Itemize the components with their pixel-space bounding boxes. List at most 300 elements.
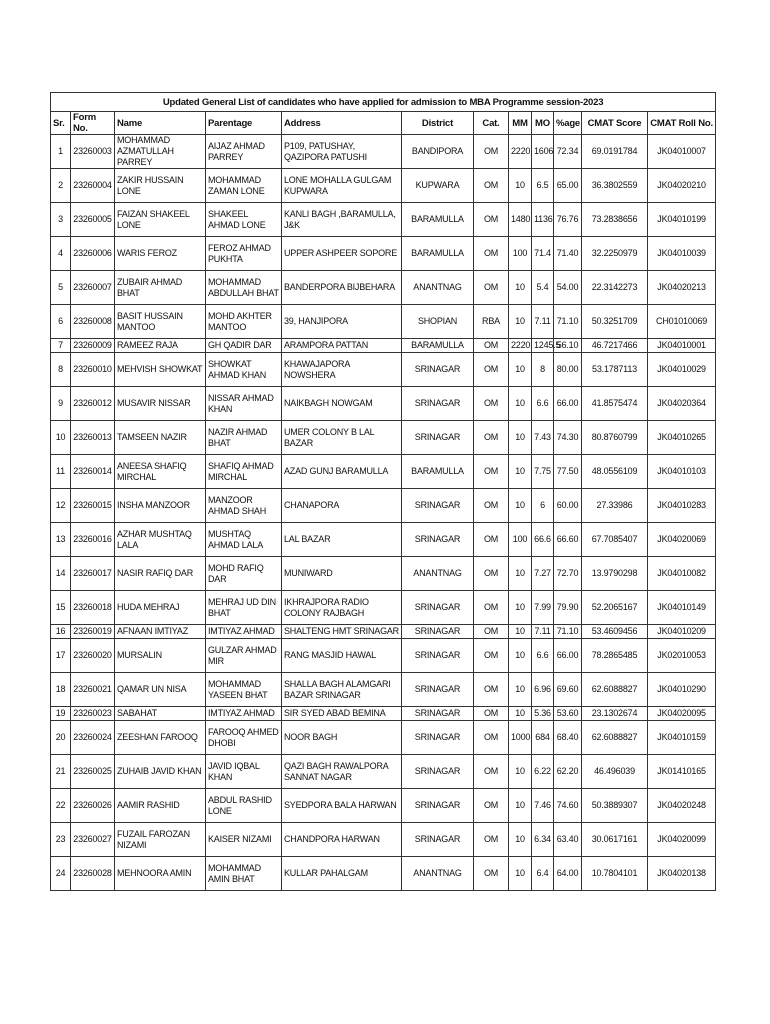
max-marks-cell: 100 bbox=[509, 523, 532, 557]
district-cell: BARAMULLA bbox=[402, 237, 474, 271]
table-row bbox=[51, 857, 716, 891]
form-no-cell: 23260027 bbox=[71, 823, 115, 857]
address-cell: KANLI BAGH ,BARAMULLA, J&K bbox=[282, 203, 402, 237]
address-cell: CHANDPORA HARWAN bbox=[282, 823, 402, 857]
district-cell: BARAMULLA bbox=[402, 455, 474, 489]
max-marks-cell: 10 bbox=[509, 557, 532, 591]
marks-obtained-cell: 7.75 bbox=[532, 455, 554, 489]
max-marks-cell: 10 bbox=[509, 755, 532, 789]
max-marks-cell: 10 bbox=[509, 625, 532, 639]
cmat-roll-cell: JK04020364 bbox=[648, 387, 716, 421]
cmat-score-cell: 46.7217466 bbox=[582, 339, 648, 353]
name-cell: BASIT HUSSAIN MANTOO bbox=[115, 305, 206, 339]
marks-obtained-cell: 7.11 bbox=[532, 625, 554, 639]
table-row bbox=[51, 339, 716, 353]
sr-cell: 3 bbox=[51, 203, 71, 237]
col-header-cat: Cat. bbox=[474, 112, 509, 135]
col-header-pct: %age bbox=[554, 112, 582, 135]
name-cell: AFNAAN IMTIYAZ bbox=[115, 625, 206, 639]
percentage-cell: 72.34 bbox=[554, 135, 582, 169]
table-row bbox=[51, 707, 716, 721]
category-cell: OM bbox=[474, 557, 509, 591]
form-no-cell: 23260020 bbox=[71, 639, 115, 673]
parentage-cell: MOHAMMAD AMIN BHAT bbox=[206, 857, 282, 891]
parentage-cell: MOHD AKHTER MANTOO bbox=[206, 305, 282, 339]
col-header-form: Form No. bbox=[71, 112, 115, 135]
category-cell: OM bbox=[474, 455, 509, 489]
marks-obtained-cell: 6.22 bbox=[532, 755, 554, 789]
category-cell: OM bbox=[474, 823, 509, 857]
category-cell: OM bbox=[474, 591, 509, 625]
cmat-score-cell: 13.9790298 bbox=[582, 557, 648, 591]
percentage-cell: 80.00 bbox=[554, 353, 582, 387]
category-cell: OM bbox=[474, 755, 509, 789]
district-cell: SRINAGAR bbox=[402, 421, 474, 455]
address-cell: SIR SYED ABAD BEMINA bbox=[282, 707, 402, 721]
max-marks-cell: 10 bbox=[509, 591, 532, 625]
max-marks-cell: 10 bbox=[509, 857, 532, 891]
form-no-cell: 23260025 bbox=[71, 755, 115, 789]
cmat-roll-cell: JK01410165 bbox=[648, 755, 716, 789]
table-row bbox=[51, 789, 716, 823]
parentage-cell: FAROOQ AHMED DHOBI bbox=[206, 721, 282, 755]
cmat-roll-cell: JK04020213 bbox=[648, 271, 716, 305]
address-cell: ARAMPORA PATTAN bbox=[282, 339, 402, 353]
cmat-roll-cell: CH01010069 bbox=[648, 305, 716, 339]
form-no-cell: 23260003 bbox=[71, 135, 115, 169]
parentage-cell: SHAFIQ AHMAD MIRCHAL bbox=[206, 455, 282, 489]
percentage-cell: 77.50 bbox=[554, 455, 582, 489]
cmat-roll-cell: JK04010199 bbox=[648, 203, 716, 237]
max-marks-cell: 10 bbox=[509, 305, 532, 339]
marks-obtained-cell: 7.27 bbox=[532, 557, 554, 591]
form-no-cell: 23260026 bbox=[71, 789, 115, 823]
percentage-cell: 62.20 bbox=[554, 755, 582, 789]
address-cell: SHALTENG HMT SRINAGAR bbox=[282, 625, 402, 639]
parentage-cell: ABDUL RASHID LONE bbox=[206, 789, 282, 823]
parentage-cell: AIJAZ AHMAD PARREY bbox=[206, 135, 282, 169]
address-cell: KULLAR PAHALGAM bbox=[282, 857, 402, 891]
address-cell: P109, PATUSHAY, QAZIPORA PATUSHI bbox=[282, 135, 402, 169]
max-marks-cell: 10 bbox=[509, 639, 532, 673]
marks-obtained-cell: 71.4 bbox=[532, 237, 554, 271]
candidate-list-sheet bbox=[50, 92, 715, 891]
max-marks-cell: 10 bbox=[509, 823, 532, 857]
cmat-roll-cell: JK04010149 bbox=[648, 591, 716, 625]
district-cell: SRINAGAR bbox=[402, 673, 474, 707]
name-cell: FUZAIL FAROZAN NIZAMI bbox=[115, 823, 206, 857]
district-cell: ANANTNAG bbox=[402, 857, 474, 891]
cmat-score-cell: 48.0556109 bbox=[582, 455, 648, 489]
sr-cell: 18 bbox=[51, 673, 71, 707]
name-cell: ZUHAIB JAVID KHAN bbox=[115, 755, 206, 789]
cmat-score-cell: 78.2865485 bbox=[582, 639, 648, 673]
cmat-roll-cell: JK04020099 bbox=[648, 823, 716, 857]
table-row bbox=[51, 591, 716, 625]
district-cell: SRINAGAR bbox=[402, 591, 474, 625]
form-no-cell: 23260005 bbox=[71, 203, 115, 237]
table-header-row bbox=[51, 112, 716, 135]
marks-obtained-cell: 1245.5 bbox=[532, 339, 554, 353]
cmat-score-cell: 50.3889307 bbox=[582, 789, 648, 823]
sr-cell: 2 bbox=[51, 169, 71, 203]
sr-cell: 14 bbox=[51, 557, 71, 591]
sr-cell: 23 bbox=[51, 823, 71, 857]
category-cell: OM bbox=[474, 135, 509, 169]
cmat-roll-cell: JK04020138 bbox=[648, 857, 716, 891]
col-header-sr: Sr. bbox=[51, 112, 71, 135]
marks-obtained-cell: 6.4 bbox=[532, 857, 554, 891]
district-cell: SRINAGAR bbox=[402, 789, 474, 823]
marks-obtained-cell: 6.6 bbox=[532, 639, 554, 673]
marks-obtained-cell: 7.11 bbox=[532, 305, 554, 339]
col-header-mo: MO bbox=[532, 112, 554, 135]
col-header-cmat-score: CMAT Score bbox=[582, 112, 648, 135]
category-cell: OM bbox=[474, 387, 509, 421]
parentage-cell: NAZIR AHMAD BHAT bbox=[206, 421, 282, 455]
cmat-score-cell: 80.8760799 bbox=[582, 421, 648, 455]
percentage-cell: 71.40 bbox=[554, 237, 582, 271]
cmat-roll-cell: JK04010209 bbox=[648, 625, 716, 639]
address-cell: IKHRAJPORA RADIO COLONY RAJBAGH bbox=[282, 591, 402, 625]
marks-obtained-cell: 5.36 bbox=[532, 707, 554, 721]
form-no-cell: 23260006 bbox=[71, 237, 115, 271]
table-row bbox=[51, 271, 716, 305]
cmat-roll-cell: JK04020248 bbox=[648, 789, 716, 823]
percentage-cell: 60.00 bbox=[554, 489, 582, 523]
table-row bbox=[51, 387, 716, 421]
district-cell: SRINAGAR bbox=[402, 823, 474, 857]
sr-cell: 5 bbox=[51, 271, 71, 305]
marks-obtained-cell: 7.99 bbox=[532, 591, 554, 625]
cmat-roll-cell: JK04010103 bbox=[648, 455, 716, 489]
cmat-score-cell: 52.2065167 bbox=[582, 591, 648, 625]
sr-cell: 20 bbox=[51, 721, 71, 755]
table-row bbox=[51, 625, 716, 639]
district-cell: ANANTNAG bbox=[402, 271, 474, 305]
name-cell: AZHAR MUSHTAQ LALA bbox=[115, 523, 206, 557]
sr-cell: 11 bbox=[51, 455, 71, 489]
cmat-score-cell: 30.0617161 bbox=[582, 823, 648, 857]
form-no-cell: 23260014 bbox=[71, 455, 115, 489]
cmat-roll-cell: JK02010053 bbox=[648, 639, 716, 673]
district-cell: BARAMULLA bbox=[402, 203, 474, 237]
table-row bbox=[51, 557, 716, 591]
cmat-score-cell: 41.8575474 bbox=[582, 387, 648, 421]
name-cell: SABAHAT bbox=[115, 707, 206, 721]
district-cell: SRINAGAR bbox=[402, 639, 474, 673]
table-row bbox=[51, 823, 716, 857]
sr-cell: 19 bbox=[51, 707, 71, 721]
max-marks-cell: 10 bbox=[509, 387, 532, 421]
cmat-roll-cell: JK04010029 bbox=[648, 353, 716, 387]
table-row bbox=[51, 353, 716, 387]
sr-cell: 4 bbox=[51, 237, 71, 271]
name-cell: AAMIR RASHID bbox=[115, 789, 206, 823]
cmat-roll-cell: JK04010082 bbox=[648, 557, 716, 591]
parentage-cell: MOHAMMAD ABDULLAH BHAT bbox=[206, 271, 282, 305]
max-marks-cell: 2220 bbox=[509, 135, 532, 169]
form-no-cell: 23260012 bbox=[71, 387, 115, 421]
address-cell: UPPER ASHPEER SOPORE bbox=[282, 237, 402, 271]
cmat-roll-cell: JK04010290 bbox=[648, 673, 716, 707]
col-header-name: Name bbox=[115, 112, 206, 135]
marks-obtained-cell: 5.4 bbox=[532, 271, 554, 305]
address-cell: 39, HANJIPORA bbox=[282, 305, 402, 339]
parentage-cell: KAISER NIZAMI bbox=[206, 823, 282, 857]
parentage-cell: SHOWKAT AHMAD KHAN bbox=[206, 353, 282, 387]
parentage-cell: MANZOOR AHMAD SHAH bbox=[206, 489, 282, 523]
cmat-roll-cell: JK04010283 bbox=[648, 489, 716, 523]
table-row bbox=[51, 455, 716, 489]
marks-obtained-cell: 6.96 bbox=[532, 673, 554, 707]
name-cell: QAMAR UN NISA bbox=[115, 673, 206, 707]
address-cell: MUNIWARD bbox=[282, 557, 402, 591]
form-no-cell: 23260021 bbox=[71, 673, 115, 707]
marks-obtained-cell: 6.5 bbox=[532, 169, 554, 203]
percentage-cell: 71.10 bbox=[554, 625, 582, 639]
name-cell: NASIR RAFIQ DAR bbox=[115, 557, 206, 591]
percentage-cell: 68.40 bbox=[554, 721, 582, 755]
name-cell: ZAKIR HUSSAIN LONE bbox=[115, 169, 206, 203]
sr-cell: 9 bbox=[51, 387, 71, 421]
sr-cell: 10 bbox=[51, 421, 71, 455]
marks-obtained-cell: 1136 bbox=[532, 203, 554, 237]
marks-obtained-cell: 6 bbox=[532, 489, 554, 523]
percentage-cell: 72.70 bbox=[554, 557, 582, 591]
max-marks-cell: 1480 bbox=[509, 203, 532, 237]
parentage-cell: MOHAMMAD ZAMAN LONE bbox=[206, 169, 282, 203]
category-cell: OM bbox=[474, 857, 509, 891]
name-cell: WARIS FEROZ bbox=[115, 237, 206, 271]
parentage-cell: SHAKEEL AHMAD LONE bbox=[206, 203, 282, 237]
table-row bbox=[51, 523, 716, 557]
address-cell: UMER COLONY B LAL BAZAR bbox=[282, 421, 402, 455]
percentage-cell: 54.00 bbox=[554, 271, 582, 305]
parentage-cell: MEHRAJ UD DIN BHAT bbox=[206, 591, 282, 625]
address-cell: QAZI BAGH RAWALPORA SANNAT NAGAR bbox=[282, 755, 402, 789]
table-row bbox=[51, 673, 716, 707]
form-no-cell: 23260008 bbox=[71, 305, 115, 339]
form-no-cell: 23260017 bbox=[71, 557, 115, 591]
cmat-score-cell: 23.1302674 bbox=[582, 707, 648, 721]
col-header-district: District bbox=[402, 112, 474, 135]
marks-obtained-cell: 66.6 bbox=[532, 523, 554, 557]
district-cell: SRINAGAR bbox=[402, 707, 474, 721]
marks-obtained-cell: 684 bbox=[532, 721, 554, 755]
address-cell: NAIKBAGH NOWGAM bbox=[282, 387, 402, 421]
table-row bbox=[51, 489, 716, 523]
form-no-cell: 23260016 bbox=[71, 523, 115, 557]
sr-cell: 6 bbox=[51, 305, 71, 339]
category-cell: OM bbox=[474, 237, 509, 271]
sr-cell: 17 bbox=[51, 639, 71, 673]
district-cell: SRINAGAR bbox=[402, 755, 474, 789]
col-header-parentage: Parentage bbox=[206, 112, 282, 135]
name-cell: ZUBAIR AHMAD BHAT bbox=[115, 271, 206, 305]
marks-obtained-cell: 8 bbox=[532, 353, 554, 387]
cmat-roll-cell: JK04010265 bbox=[648, 421, 716, 455]
sr-cell: 12 bbox=[51, 489, 71, 523]
address-cell: LAL BAZAR bbox=[282, 523, 402, 557]
percentage-cell: 66.00 bbox=[554, 639, 582, 673]
sr-cell: 7 bbox=[51, 339, 71, 353]
address-cell: NOOR BAGH bbox=[282, 721, 402, 755]
address-cell: CHANAPORA bbox=[282, 489, 402, 523]
name-cell: MOHAMMAD AZMATULLAH PARREY bbox=[115, 135, 206, 169]
district-cell: SHOPIAN bbox=[402, 305, 474, 339]
form-no-cell: 23260024 bbox=[71, 721, 115, 755]
cmat-score-cell: 53.4609456 bbox=[582, 625, 648, 639]
district-cell: SRINAGAR bbox=[402, 721, 474, 755]
category-cell: OM bbox=[474, 673, 509, 707]
parentage-cell: NISSAR AHMAD KHAN bbox=[206, 387, 282, 421]
table-row bbox=[51, 135, 716, 169]
max-marks-cell: 10 bbox=[509, 707, 532, 721]
cmat-roll-cell: JK04020210 bbox=[648, 169, 716, 203]
parentage-cell: FEROZ AHMAD PUKHTA bbox=[206, 237, 282, 271]
max-marks-cell: 1000 bbox=[509, 721, 532, 755]
percentage-cell: 71.10 bbox=[554, 305, 582, 339]
district-cell: SRINAGAR bbox=[402, 625, 474, 639]
name-cell: MUSAVIR NISSAR bbox=[115, 387, 206, 421]
sr-cell: 16 bbox=[51, 625, 71, 639]
percentage-cell: 64.00 bbox=[554, 857, 582, 891]
col-header-cmat-roll: CMAT Roll No. bbox=[648, 112, 716, 135]
percentage-cell: 53.60 bbox=[554, 707, 582, 721]
district-cell: SRINAGAR bbox=[402, 353, 474, 387]
sr-cell: 8 bbox=[51, 353, 71, 387]
name-cell: MURSALIN bbox=[115, 639, 206, 673]
name-cell: HUDA MEHRAJ bbox=[115, 591, 206, 625]
cmat-roll-cell: JK04020069 bbox=[648, 523, 716, 557]
col-header-address: Address bbox=[282, 112, 402, 135]
cmat-score-cell: 53.1787113 bbox=[582, 353, 648, 387]
cmat-roll-cell: JK04010159 bbox=[648, 721, 716, 755]
table-row bbox=[51, 169, 716, 203]
form-no-cell: 23260007 bbox=[71, 271, 115, 305]
sr-cell: 1 bbox=[51, 135, 71, 169]
form-no-cell: 23260015 bbox=[71, 489, 115, 523]
sr-cell: 13 bbox=[51, 523, 71, 557]
parentage-cell: MOHAMMAD YASEEN BHAT bbox=[206, 673, 282, 707]
form-no-cell: 23260018 bbox=[71, 591, 115, 625]
cmat-roll-cell: JK04010039 bbox=[648, 237, 716, 271]
address-cell: BANDERPORA BIJBEHARA bbox=[282, 271, 402, 305]
address-cell: RANG MASJID HAWAL bbox=[282, 639, 402, 673]
table-row bbox=[51, 421, 716, 455]
marks-obtained-cell: 7.43 bbox=[532, 421, 554, 455]
page-title: Updated General List of candidates who have applied for admission to MBA Programme session-2023 bbox=[51, 93, 716, 112]
percentage-cell: 74.30 bbox=[554, 421, 582, 455]
max-marks-cell: 10 bbox=[509, 673, 532, 707]
max-marks-cell: 10 bbox=[509, 489, 532, 523]
category-cell: OM bbox=[474, 625, 509, 639]
district-cell: BARAMULLA bbox=[402, 339, 474, 353]
marks-obtained-cell: 7.46 bbox=[532, 789, 554, 823]
max-marks-cell: 100 bbox=[509, 237, 532, 271]
table-row bbox=[51, 305, 716, 339]
category-cell: OM bbox=[474, 489, 509, 523]
candidate-table bbox=[50, 92, 716, 891]
cmat-score-cell: 22.3142273 bbox=[582, 271, 648, 305]
address-cell: LONE MOHALLA GULGAM KUPWARA bbox=[282, 169, 402, 203]
cmat-score-cell: 50.3251709 bbox=[582, 305, 648, 339]
category-cell: OM bbox=[474, 169, 509, 203]
sr-cell: 22 bbox=[51, 789, 71, 823]
name-cell: MEHNOORA AMIN bbox=[115, 857, 206, 891]
col-header-mm: MM bbox=[509, 112, 532, 135]
district-cell: SRINAGAR bbox=[402, 489, 474, 523]
category-cell: OM bbox=[474, 639, 509, 673]
form-no-cell: 23260010 bbox=[71, 353, 115, 387]
percentage-cell: 65.00 bbox=[554, 169, 582, 203]
max-marks-cell: 10 bbox=[509, 455, 532, 489]
sr-cell: 15 bbox=[51, 591, 71, 625]
form-no-cell: 23260023 bbox=[71, 707, 115, 721]
category-cell: OM bbox=[474, 707, 509, 721]
parentage-cell: GULZAR AHMAD MIR bbox=[206, 639, 282, 673]
max-marks-cell: 10 bbox=[509, 421, 532, 455]
category-cell: OM bbox=[474, 789, 509, 823]
percentage-cell: 74.60 bbox=[554, 789, 582, 823]
sr-cell: 21 bbox=[51, 755, 71, 789]
percentage-cell: 66.00 bbox=[554, 387, 582, 421]
district-cell: SRINAGAR bbox=[402, 387, 474, 421]
cmat-roll-cell: JK04010007 bbox=[648, 135, 716, 169]
category-cell: OM bbox=[474, 271, 509, 305]
address-cell: KHAWAJAPORA NOWSHERA bbox=[282, 353, 402, 387]
percentage-cell: 69.60 bbox=[554, 673, 582, 707]
max-marks-cell: 10 bbox=[509, 789, 532, 823]
cmat-score-cell: 32.2250979 bbox=[582, 237, 648, 271]
district-cell: BANDIPORA bbox=[402, 135, 474, 169]
category-cell: OM bbox=[474, 353, 509, 387]
category-cell: OM bbox=[474, 523, 509, 557]
cmat-score-cell: 62.6088827 bbox=[582, 721, 648, 755]
name-cell: FAIZAN SHAKEEL LONE bbox=[115, 203, 206, 237]
form-no-cell: 23260019 bbox=[71, 625, 115, 639]
parentage-cell: MOHD RAFIQ DAR bbox=[206, 557, 282, 591]
max-marks-cell: 2220 bbox=[509, 339, 532, 353]
district-cell: SRINAGAR bbox=[402, 523, 474, 557]
parentage-cell: JAVID IQBAL KHAN bbox=[206, 755, 282, 789]
form-no-cell: 23260009 bbox=[71, 339, 115, 353]
percentage-cell: 56.10 bbox=[554, 339, 582, 353]
table-row bbox=[51, 639, 716, 673]
max-marks-cell: 10 bbox=[509, 353, 532, 387]
parentage-cell: MUSHTAQ AHMAD LALA bbox=[206, 523, 282, 557]
cmat-score-cell: 69.0191784 bbox=[582, 135, 648, 169]
table-row bbox=[51, 203, 716, 237]
cmat-score-cell: 36.3802559 bbox=[582, 169, 648, 203]
parentage-cell: IMTIYAZ AHMAD bbox=[206, 625, 282, 639]
name-cell: RAMEEZ RAJA bbox=[115, 339, 206, 353]
form-no-cell: 23260004 bbox=[71, 169, 115, 203]
address-cell: SHALLA BAGH ALAMGARI BAZAR SRINAGAR bbox=[282, 673, 402, 707]
table-row bbox=[51, 755, 716, 789]
name-cell: ANEESA SHAFIQ MIRCHAL bbox=[115, 455, 206, 489]
cmat-roll-cell: JK04010001 bbox=[648, 339, 716, 353]
cmat-score-cell: 46.496039 bbox=[582, 755, 648, 789]
address-cell: AZAD GUNJ BARAMULLA bbox=[282, 455, 402, 489]
marks-obtained-cell: 1606 bbox=[532, 135, 554, 169]
category-cell: RBA bbox=[474, 305, 509, 339]
percentage-cell: 79.90 bbox=[554, 591, 582, 625]
cmat-score-cell: 27.33986 bbox=[582, 489, 648, 523]
cmat-score-cell: 10.7804101 bbox=[582, 857, 648, 891]
cmat-roll-cell: JK04020095 bbox=[648, 707, 716, 721]
